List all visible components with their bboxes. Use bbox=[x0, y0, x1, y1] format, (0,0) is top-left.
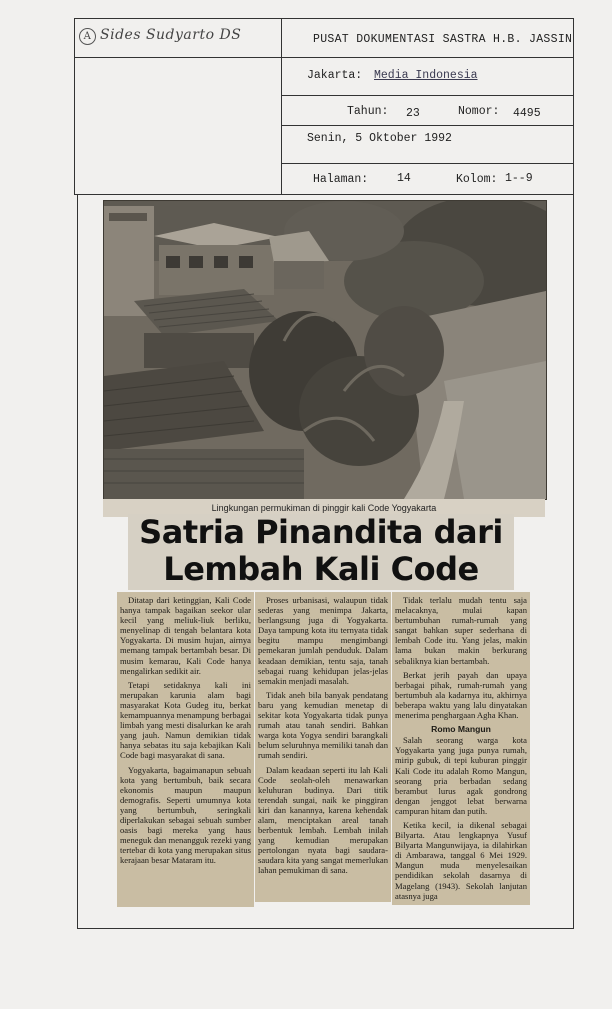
article-column-1 bbox=[117, 592, 254, 907]
riverside-settlement-photo bbox=[103, 200, 547, 500]
article-column-2 bbox=[255, 592, 391, 902]
form-divider-vertical bbox=[281, 19, 282, 194]
paragraph: Ditatap dari ketinggian, Kali Code hanya tampak bagaikan seekor ular kecil yang meliuk-liuk berliku, menyelinap di tengah belantara kota Yogyakarta. Di musim hujan, airnya memang tampak bertambah besar. Di musim kemarau, Kali Code hanya mengalirkan sedikit air. bbox=[120, 595, 251, 676]
handwritten-circle-mark: A bbox=[79, 28, 96, 45]
form-divider-row2 bbox=[281, 95, 573, 96]
column-label: Kolom: bbox=[456, 173, 498, 186]
form-divider-row3 bbox=[281, 125, 573, 126]
article-column-3 bbox=[392, 592, 530, 905]
form-divider-row1 bbox=[281, 57, 573, 58]
number-value: 4495 bbox=[513, 107, 541, 120]
paragraph: Proses urbanisasi, walaupun tidak sederas yang menimpa Jakarta, berlangsung juga di Yogyakarta. Daya tampung kota itu ternyata tidak begitu mampu mengimbangi pemekaran jumlah penduduk. Dalam keadaan demikian, tentu saja, tanah sebagai ruang kehidupan jelas-jelas semakin menjadi masalah. bbox=[258, 595, 388, 686]
paragraph: Ketika kecil, ia dikenal sebagai Bilyarta. Atau lengkapnya Yusuf Bilyarta Mangunwijaya, ia dilahirkan di Ambarawa, tanggal 6 Mei 1929. Mangun muda menyelesaikan pendidikan sekolah dasarnya di Magelang (1943). Sekolah lanjutan atasnya juga bbox=[395, 819, 527, 901]
paragraph: Dalam keadaan seperti itu lah Kali Code seolah-oleh menawarkan keluhuran budinya. Dari titik terendah sungai, naik ke pinggiran kiri dan kanannya, karena kehendak alam, menciptakan areal tanah berbentuk lembah. Lembah inilah yang kemudian merupakan pertolongan nyata bagi saudara-saudara kita yang sangat memerlukan lahan pemukiman di sana. bbox=[258, 764, 388, 876]
handwritten-note bbox=[79, 27, 241, 45]
photo-caption: Lingkungan permukiman di pinggir kali Code Yogyakarta bbox=[211, 503, 437, 513]
publication-name: Media Indonesia bbox=[374, 69, 478, 82]
headline bbox=[128, 514, 514, 588]
headline-line-2: Lembah Kali Code bbox=[163, 550, 479, 588]
section-subheading: Romo Mangun bbox=[431, 724, 491, 735]
archive-header-form bbox=[74, 18, 574, 195]
headline-line-1: Satria Pinandita dari bbox=[139, 513, 503, 551]
year-label: Tahun: bbox=[347, 105, 389, 118]
paragraph: Tidak aneh bila banyak pendatang baru yang kemudian menetap di sekitar kota Yogyakarta tidak punya rumah atau tanah sendiri. Bahkan warga kota Yogya sendiri barangkali belum seluruhnya memiliki tanah dan rumah sendiri. bbox=[258, 689, 388, 761]
form-divider-row4 bbox=[281, 163, 573, 164]
page-value: 14 bbox=[397, 172, 411, 185]
paragraph: Salah seorang warga kota Yogyakarta yang juga punya rumah, mirip gubuk, di tepi kuburan pinggir Kali Code itu adalah Romo Mangun, seorang pria berbadan sedang berambut lurus agak gondrong dengan jenggot lebat berwarna campuran hitam dan putih. bbox=[395, 735, 527, 816]
paragraph: Tidak terlalu mudah tentu saja melacaknya, mulai kapan bertumbuhan rumah-rumah yang sangat bahkan super sederhana di lembah Code itu. Yang jelas, makin lama bukan makin berkurang sebaliknya kian bertambah. bbox=[395, 595, 527, 666]
year-value: 23 bbox=[406, 107, 420, 120]
paragraph: Yogyakarta, bagaimanapun sebuah kota yang bertumbuh, baik secara ekonomis maupun maupun demografis. Seperti umumnya kota yang bertumbuh, seringkali diperlakukan sebagai sebuah sumber oasis bagi mereka yang haus meneguk dan menangguk rezeki yang tertebar di kota yang merupakan situs kerajaan besar Mataram itu. bbox=[120, 764, 251, 866]
handwritten-name: Sides Sudyarto DS bbox=[100, 27, 242, 43]
issue-date: Senin, 5 Oktober 1992 bbox=[307, 132, 452, 145]
paragraph: Berkat jerih payah dan upaya berbagai pihak, rumah-rumah yang bertumbuh ala kadarnya itu, akhirnya beberapa waktu yang lalu dinyatakan menerima penghargaan Agha Khan. bbox=[395, 669, 527, 721]
number-label: Nomor: bbox=[458, 105, 500, 118]
institution-name: PUSAT DOKUMENTASI SASTRA H.B. JASSIN bbox=[313, 33, 573, 46]
page-label: Halaman: bbox=[313, 173, 369, 186]
column-value: 1--9 bbox=[505, 172, 533, 185]
paragraph: Tetapi setidaknya kali ini merupakan karunia alam bagi masyarakat Kota Gudeg itu, berkat kemampuannya menampung berbagai limbah yang mesti disalurkan ke arah yang jauh. Namun demikian tidak hanya sebatas itu saja kebajikan Kali Code bagi masyarakat di sana. bbox=[120, 679, 251, 761]
city-label: Jakarta: bbox=[307, 69, 363, 82]
form-divider-left bbox=[75, 57, 281, 58]
